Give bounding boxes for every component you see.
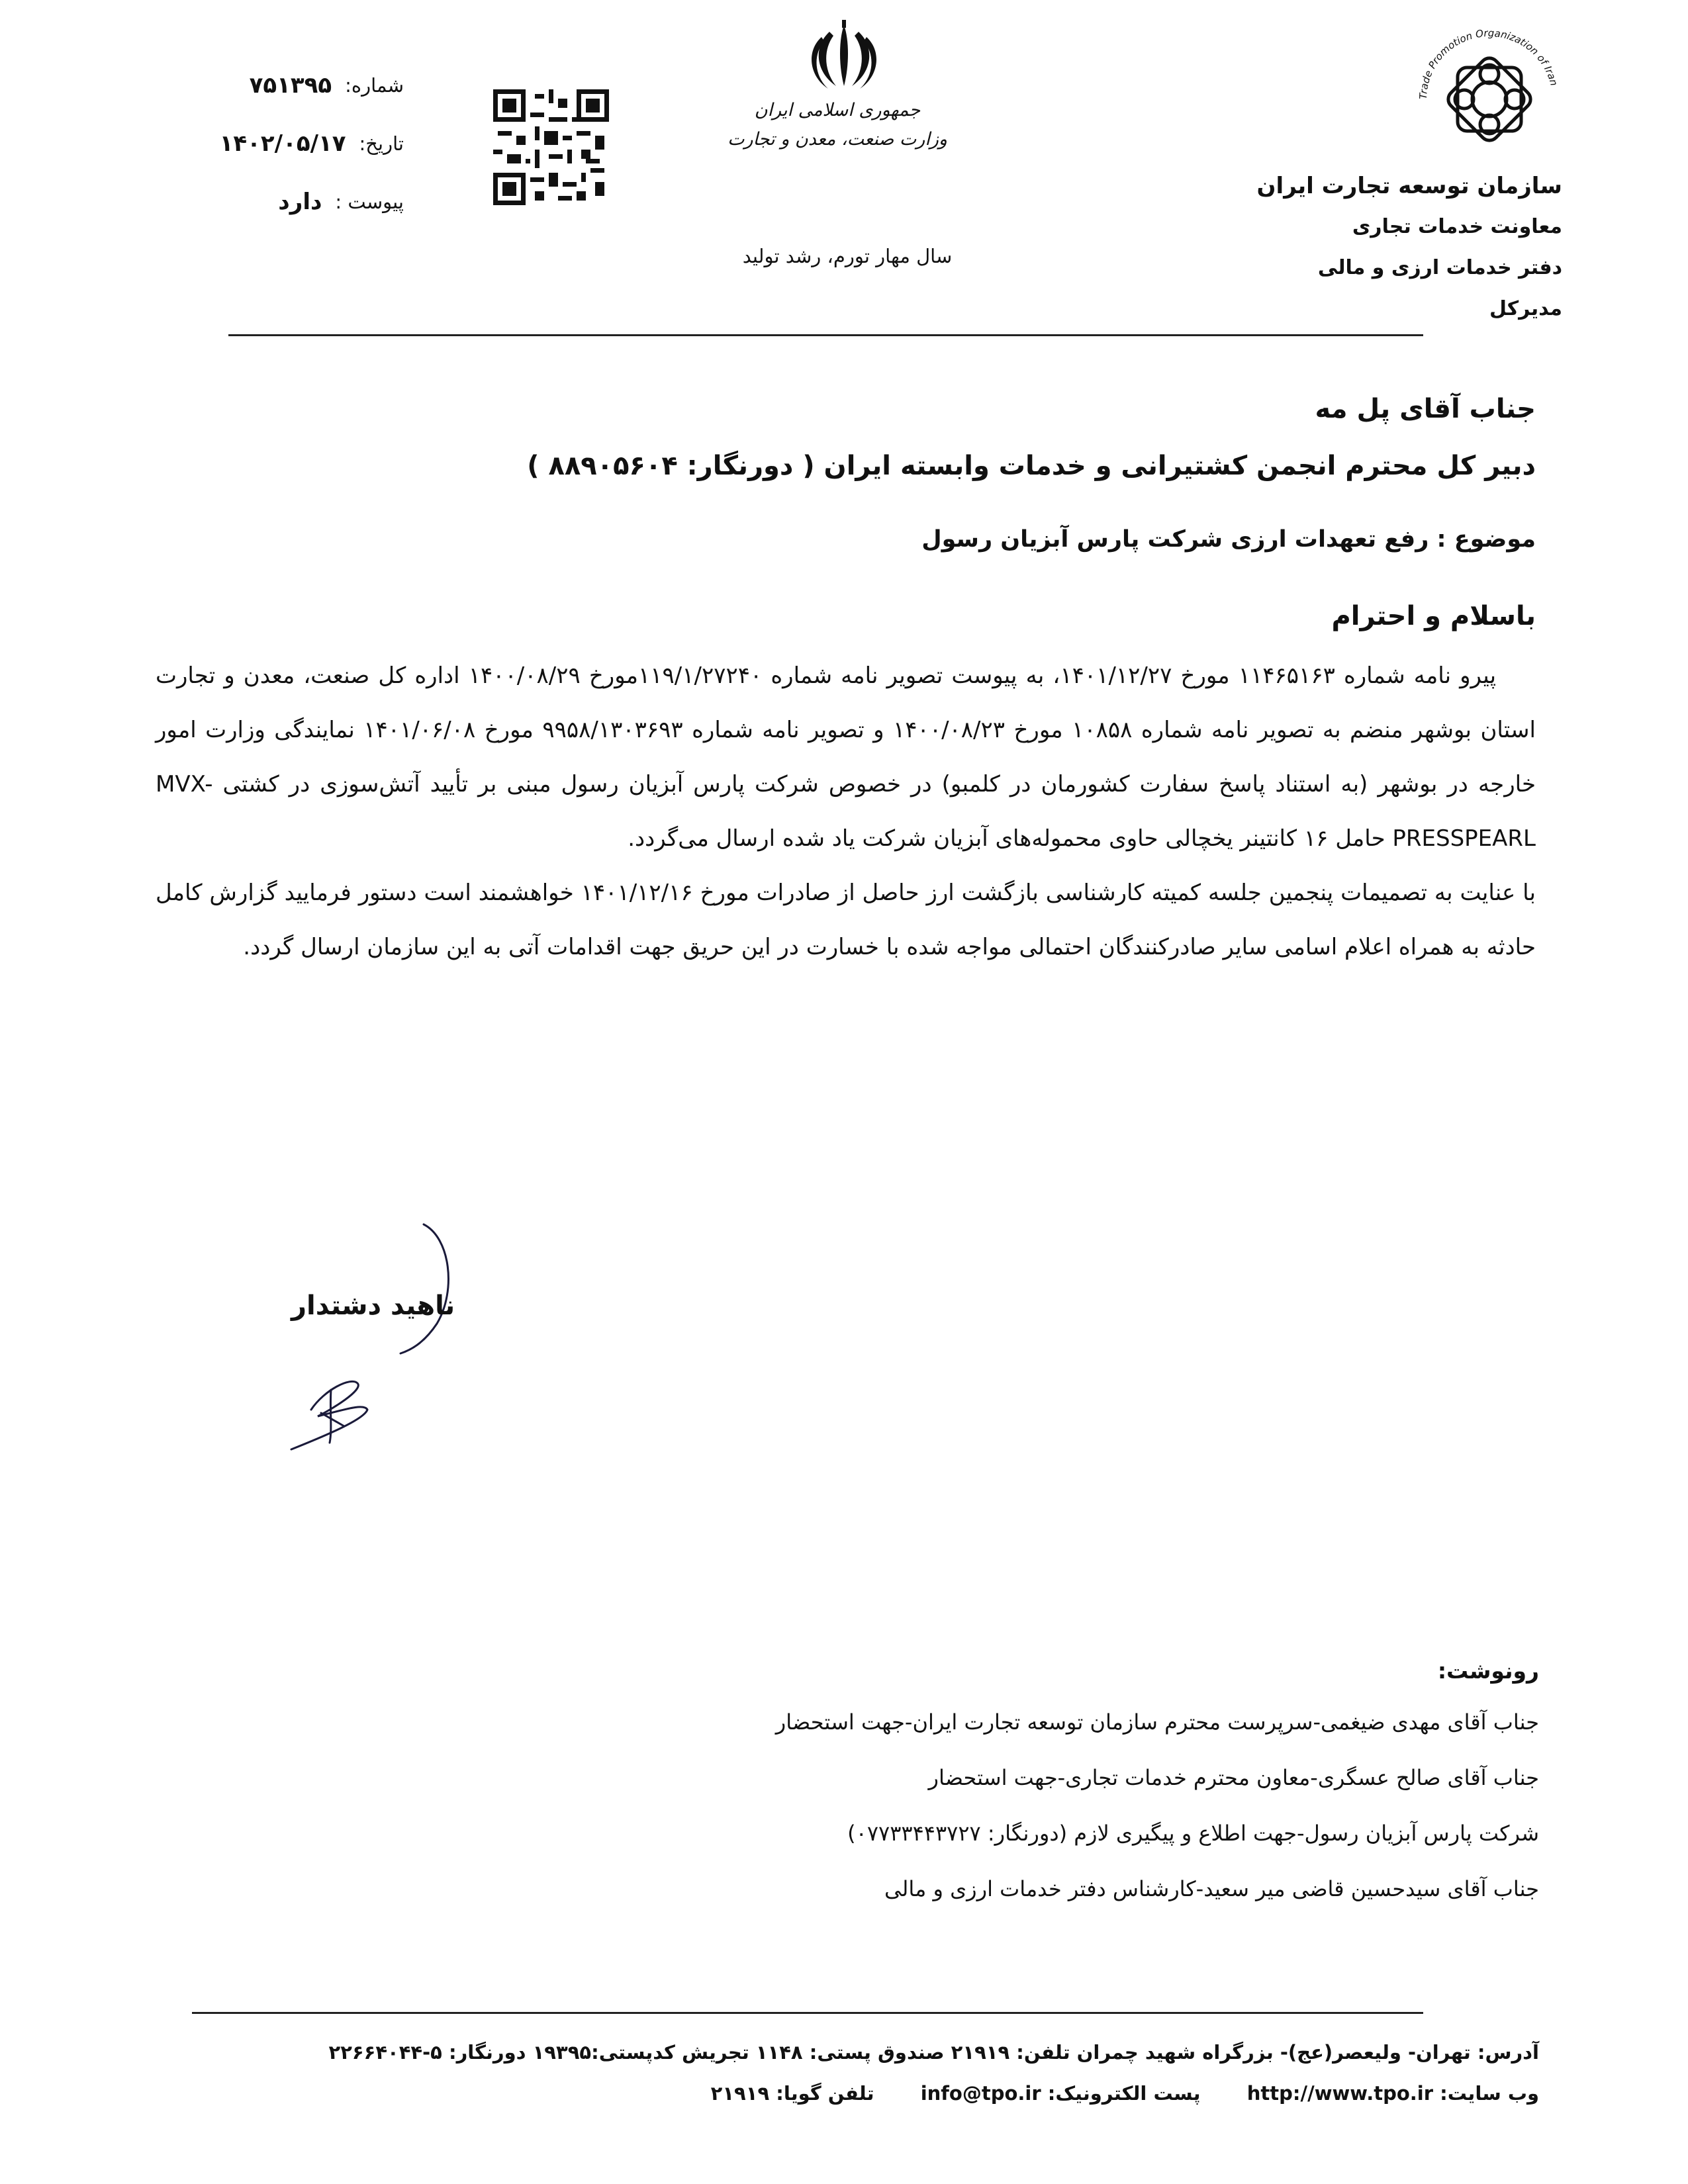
iran-emblem-icon [804,20,884,93]
email-link[interactable]: info@tpo.ir [920,2082,1041,2105]
body-paragraph-1: پیرو نامه شماره ۱۱۴۶۵۱۶۳ مورخ ۱۴۰۱/۱۲/۲۷، به پیوست تصویر نامه شماره ۱۱۹/۱/۲۷۲۴۰مورخ ۱۴۰۰/۰۸/۲۹ اداره کل صنعت، معدن و تجارت استان بوشهر منضم به تصویر نامه شماره ۱۰۸۵۸ مورخ ۱۴۰۰/۰۸/۲۳ و تصویر نامه شماره ۹۹۵۸/۱۳۰۳۶۹۳ مورخ ۱۴۰۱/۰۶/۰۸ نمایندگی وزارت امور خارجه در بوشهر (به استناد پاسخ سفارت کشورمان در کلمبو) در خصوص شرکت پارس آبزیان رسول مبنی بر تأیید آتش‌سوزی در کشتی MVX-PRESSPEARL حامل ۱۶ کانتینر یخچالی حاوی محموله‌های آبزیان شرکت یاد شده ارسال می‌گردد. [156,662,1536,852]
header-divider [228,334,1423,336]
subject-line: موضوع : رفع تعهدات ارزی شرکت پارس آبزیان رسول [921,526,1536,553]
tpo-logo-text: Trade Promotion Organization of Iran [1417,26,1560,100]
date-label: تاریخ: [359,132,404,155]
org-name: سازمان توسعه تجارت ایران [1256,173,1562,199]
number-row [152,56,404,114]
footer [136,2032,1539,2114]
cc-block [215,1648,1539,1917]
cc-item: جناب آقای صالح عسگری-معاون محترم خدمات تجاری-جهت استحضار [928,1765,1539,1790]
qr-code [493,89,609,205]
phone-value: ۲۱۹۱۹ [710,2082,770,2105]
footer-address: آدرس: تهران- ولیعصر(عج)- بزرگراه شهید چمران تلفن: ۲۱۹۱۹ صندوق پستی: ۱۱۴۸ تجریش کدپستی:۱۹۳۹۵ دورنگار: ۵-۲۲۶۶۴۰۴۴ [328,2041,1539,2064]
cc-item: شرکت پارس آبزیان رسول-جهت اطلاع و پیگیری لازم (دورنگار: ۰۷۷۳۳۴۴۳۷۲۷) [847,1821,1539,1846]
attachment-value: دارد [278,189,322,215]
republic-line: جمهوری اسلامی ایران [754,100,921,120]
footer-contacts [136,2073,1539,2114]
ministry-line: وزارت صنعت، معدن و تجارت [727,129,947,150]
attachment-label: پیوست : [335,191,404,213]
cc-item: جناب آقای مهدی ضیغمی-سرپرست محترم سازمان توسعه تجارت ایران-جهت استحضار [775,1709,1539,1735]
attachment-row [152,173,404,231]
website-link[interactable]: http://www.tpo.ir [1246,2082,1434,2105]
phone-label: تلفن گویا: [776,2082,874,2105]
org-director: مدیرکل [1489,297,1562,320]
org-deputy: معاونت خدمات تجاری [1352,215,1562,238]
date-value: ۱۴۰۲/۰۵/۱۷ [219,130,346,157]
org-block [1256,165,1562,330]
org-office: دفتر خدمات ارزی و مالی [1317,256,1562,279]
addressee-title: دبیر کل محترم انجمن کشتیرانی و خدمات وابسته ایران ( دورنگار: ۸۸۹۰۵۶۰۴ ) [527,451,1536,481]
ministry-block [718,96,957,154]
date-row [152,114,404,173]
letter-body [156,649,1536,974]
cc-item: جناب آقای سیدحسین قاضی میر سعید-کارشناس دفتر خدمات ارزی و مالی [884,1876,1539,1901]
tpo-logo [1417,26,1562,172]
letter-meta [152,56,404,231]
website-label: وب سایت: [1440,2082,1539,2105]
email-label: پست الکترونیک: [1047,2082,1201,2105]
year-slogan: سال مهار تورم، رشد تولید [742,245,953,267]
salutation: باسلام و احترام [1331,601,1536,631]
footer-divider [192,2012,1423,2014]
addressee-name: جناب آقای پل مه [1315,394,1536,424]
handwritten-signature [252,1211,470,1463]
body-paragraph-2: با عنایت به تصمیمات پنجمین جلسه کمیته کارشناسی بازگشت ارز حاصل از صادرات مورخ ۱۴۰۱/۱۲/۱۶ خواهشمند است دستور فرمایید گزارش کامل حادثه به همراه اعلام اسامی سایر صادرکنندگان احتمالی مواجه شده با خسارت در این حریق جهت اقدامات آتی به این سازمان ارسال گردد. [156,880,1536,960]
number-value: ۷۵۱۳۹۵ [249,72,332,99]
number-label: شماره: [345,74,404,97]
addressee-block [179,381,1536,494]
signer-name: ناهید دشتدار [291,1291,455,1321]
cc-title: رونوشت: [1437,1658,1539,1684]
